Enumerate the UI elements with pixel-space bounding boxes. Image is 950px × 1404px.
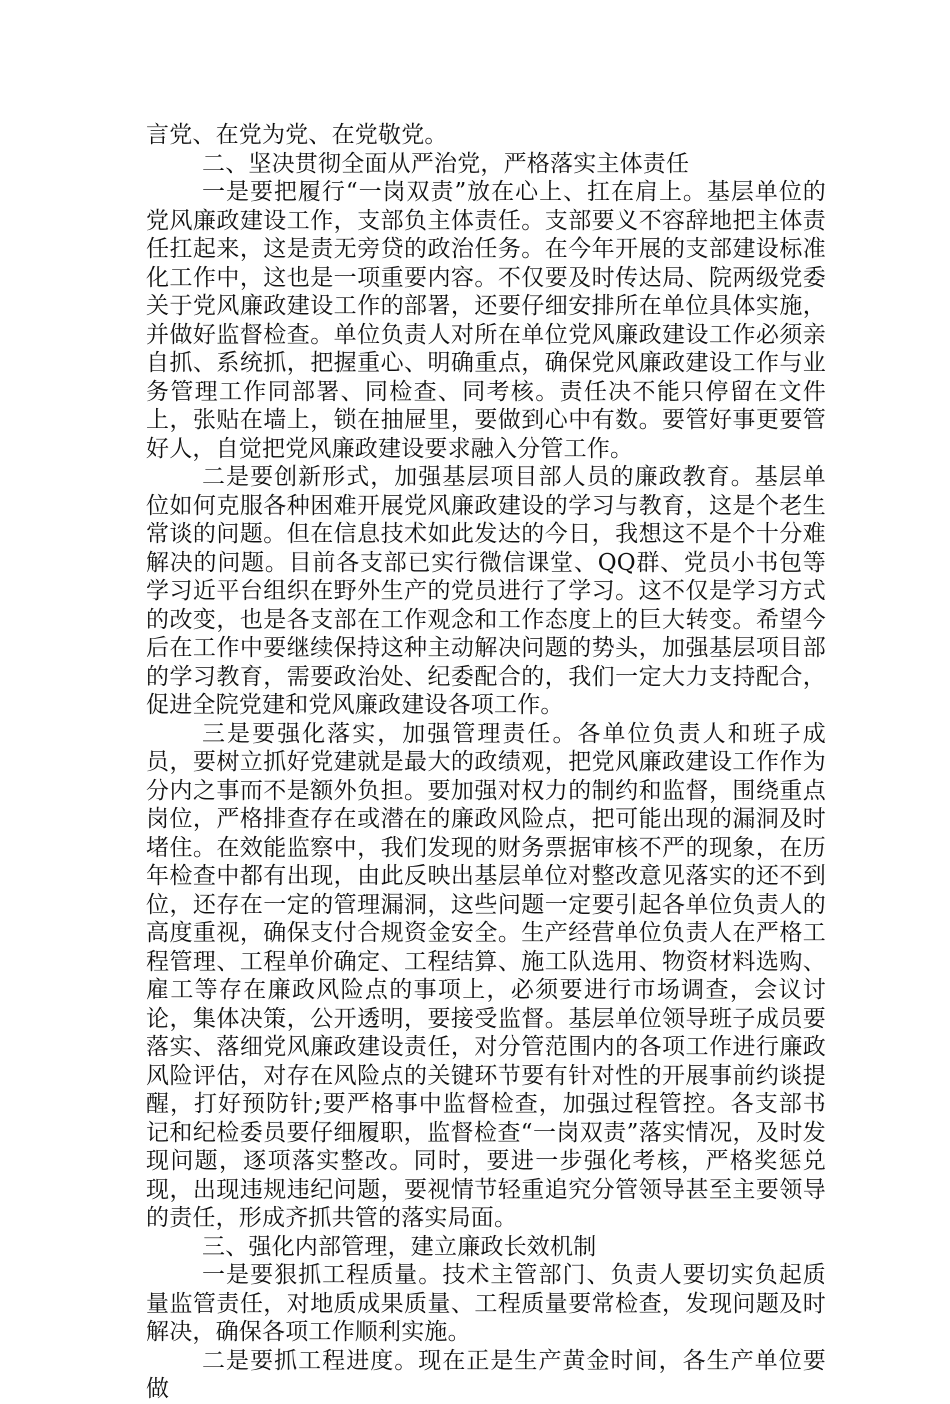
paragraph-implementation: 三是要强化落实，加强管理责任。各单位负责人和班子成员，要树立抓好党建就是最大的政绩观，把党风廉政建设工作作为分内之事而不是额外负担。要加强对权力的制约和监督，围绕重点岗位，严格排查存在或潜在的廉政风险点，把可能出现的漏洞及时堵住。在效能监察中，我们发现的财务票据审核不严的现象，在历年检查中都有出现，由此反映出基层单位对整改意见落实的还不到位，还存在一定的管理漏洞，这些问题一定要引起各单位负责人的高度重视，确保支付合规资金安全。生产经营单位负责人在严格工程管理、工程单价确定、工程结算、施工队选用、物资材料选购、雇工等存在廉政风险点的事项上，必须要进行市场调查，会议讨论，集体决策，公开透明，要接受监督。基层单位领导班子成员要落实、落细党风廉政建设责任，对分管范围内的各项工作进行廉政风险评估，对存在风险点的关键环节要有针对性的开展事前约谈提醒，打好预防针;要严格事中监督检查，加强过程管控。各支部书记和纪检委员要仔细履职，监督检查“一岗双责”落实情况，及时发现问题，逐项落实整改。同时，要进一步强化考核，严格奖惩兑现，出现违规违纪问题，要视情节轻重追究分管领导甚至主要领导的责任，形成齐抓共管的落实局面。 [146,720,826,1231]
paragraph-progress: 二是要抓工程进度。现在正是生产黄金时间，各生产单位要做 [146,1347,826,1402]
section-heading-3: 三、强化内部管理，建立廉政长效机制 [202,1233,597,1260]
document-body [146,121,826,1404]
paragraph-education: 二是要创新形式，加强基层项目部人员的廉政教育。基层单位如何克服各种困难开展党风廉政建设的学习与教育，这是个老生常谈的问题。但在信息技术如此发达的今日，我想这不是个十分难解决的问题。目前各支部已实行微信课堂、QQ群、党员小书包等学习近平台组织在野外生产的党员进行了学习。这不仅是学习方式的改变，也是各支部在工作观念和工作态度上的巨大转变。希望今后在工作中要继续保持这种主动解决问题的势头，加强基层项目部的学习教育，需要政治处、纪委配合的，我们一定大力支持配合，促进全院党建和党风廉政建设各项工作。 [146,464,826,718]
paragraph-quality: 一是要狠抓工程质量。技术主管部门、负责人要切实负起质量监管责任，对地质成果质量、工程质量要常检查，发现问题及时解决，确保各项工作顺利实施。 [146,1262,826,1345]
paragraph-continuation: 言党、在党为党、在党敬党。 [146,122,448,148]
paragraph-responsibility: 一是要把履行“一岗双责”放在心上、扛在肩上。基层单位的党风廉政建设工作，支部负主体责任。支部要义不容辞地把主体责任扛起来，这是责无旁贷的政治任务。在今年开展的支部建设标准化工作中，这也是一项重要内容。不仅要及时传达局、院两级党委关于党风廉政建设工作的部署，还要仔细安排所在单位具体实施，并做好监督检查。单位负责人对所在单位党风廉政建设工作必须亲自抓、系统抓，把握重心、明确重点，确保党风廉政建设工作与业务管理工作同部署、同检查、同考核。责任决不能只停留在文件上，张贴在墙上，锁在抽屉里，要做到心中有数。要管好事更要管好人，自觉把党风廉政建设要求融入分管工作。 [146,179,826,462]
section-heading-2: 二、坚决贯彻全面从严治党，严格落实主体责任 [202,150,690,177]
